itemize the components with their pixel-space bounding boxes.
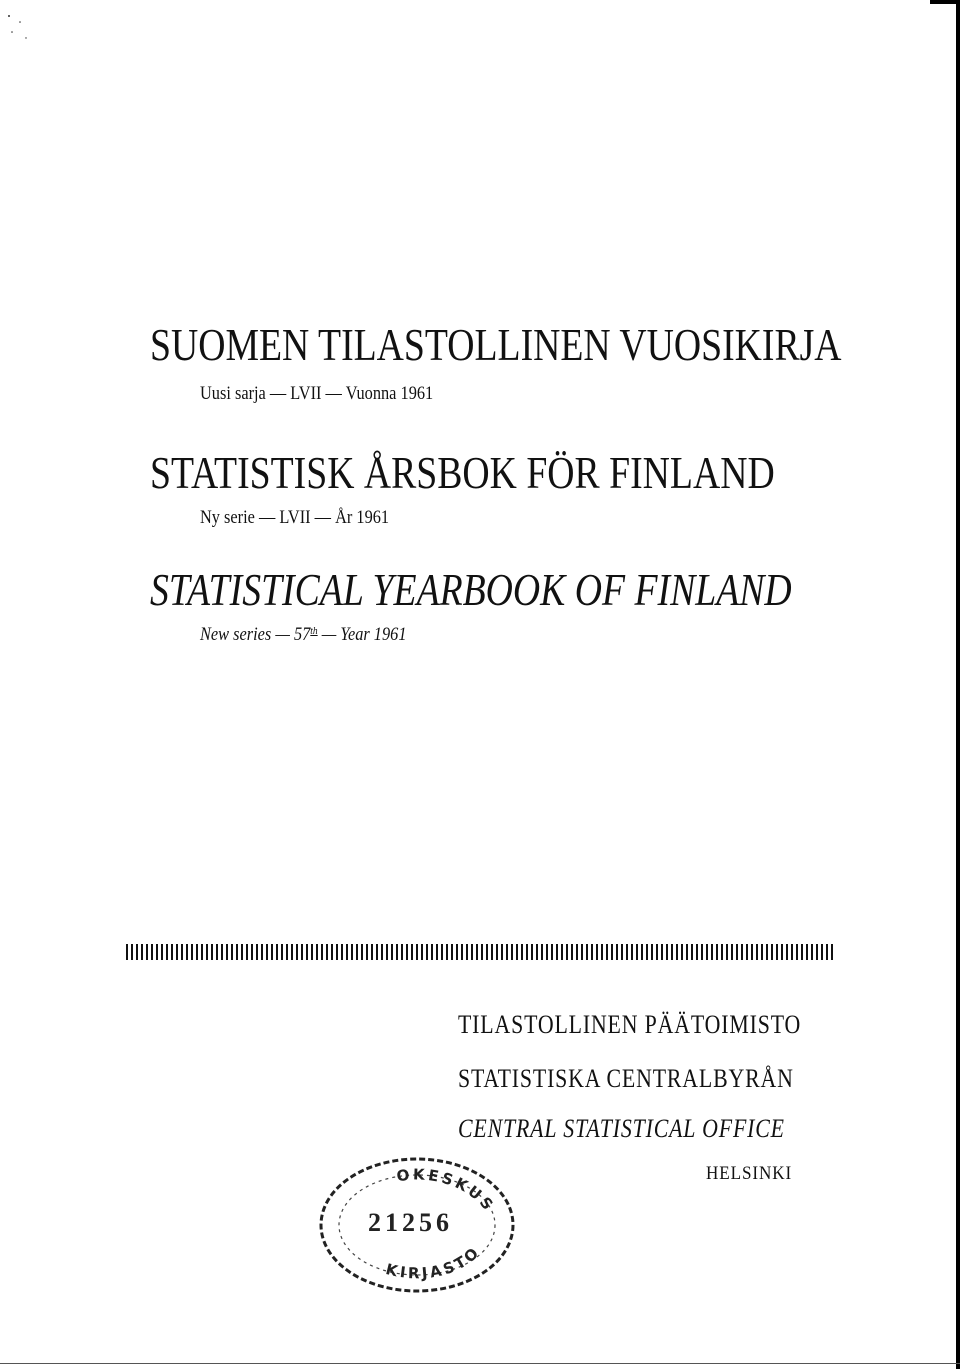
publisher-city: HELSINKI	[706, 1163, 793, 1184]
english-subtitle-prefix: New series — 57	[200, 624, 311, 645]
stamp-number: 21256	[368, 1208, 453, 1237]
english-subtitle	[200, 625, 785, 644]
english-subtitle-suffix: — Year 1961	[317, 624, 407, 645]
publisher-swedish: STATISTISKA CENTRALBYRÅN	[458, 1064, 794, 1093]
corner-specks	[6, 12, 30, 42]
publisher-english: CENTRAL STATISTICAL OFFICE	[458, 1114, 785, 1143]
scan-edge-right	[956, 0, 960, 1369]
finnish-subtitle: Uusi sarja — LVII — Vuonna 1961	[200, 383, 434, 404]
english-subtitle-ordinal: th	[310, 625, 318, 637]
finnish-title: SUOMEN TILASTOLLINEN VUOSIKIRJA	[150, 319, 842, 370]
swedish-subtitle: Ny serie — LVII — År 1961	[200, 507, 390, 528]
swedish-title: STATISTISK ÅRSBOK FÖR FINLAND	[150, 447, 775, 498]
scan-edge-top	[930, 0, 960, 4]
stamp-top-text: OKESKUS	[395, 1165, 499, 1216]
stamp-bottom-text: KIRJASTO	[383, 1242, 485, 1283]
scan-edge-bottom	[0, 1363, 960, 1364]
publisher-finnish: TILASTOLLINEN PÄÄTOIMISTO	[458, 1010, 802, 1039]
barcode	[126, 944, 834, 960]
english-title: STATISTICAL YEARBOOK OF FINLAND	[150, 564, 792, 615]
